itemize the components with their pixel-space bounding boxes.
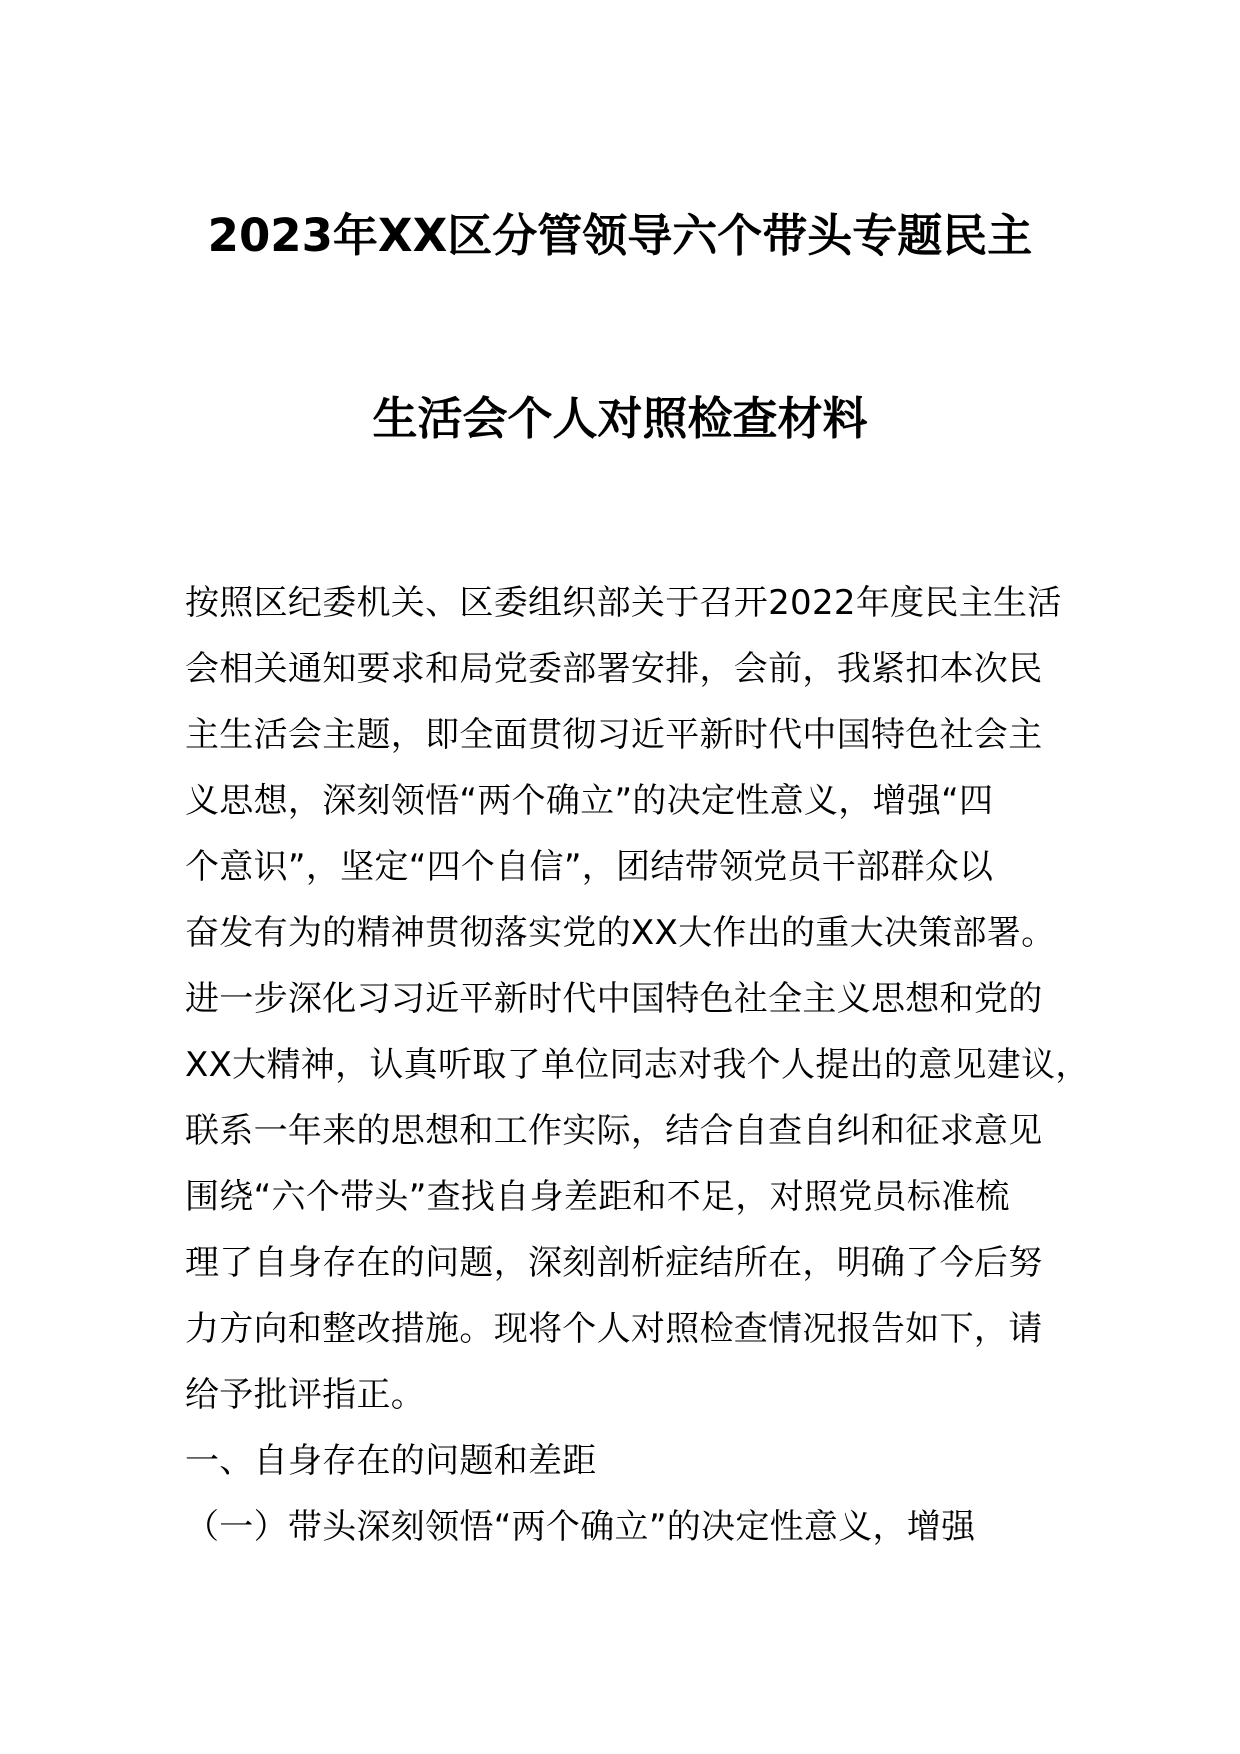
document-title-line-1: 2023年XX区分管领导六个带头专题民主 (207, 209, 1033, 262)
body-line: 理了自身存在的问题，深刻剖析症结所在，明确了今后努 (185, 1243, 1043, 1283)
body-line: 个意识”，坚定“四个自信”，团结带领党员干部群众以 (185, 847, 994, 887)
body-line: XX大精神，认真听取了单位同志对我个人提出的意见建议， (185, 1045, 1090, 1085)
body-line: 义思想，深刻领悟“两个确立”的决定性意义，增强“四 (185, 781, 994, 821)
body-line: 会相关通知要求和局党委部署安排，会前，我紧扣本次民 (185, 649, 1043, 689)
body-line: 主生活会主题，即全面贯彻习近平新时代中国特色社会主 (185, 715, 1043, 755)
subsection-heading: （一）带头深刻领悟“两个确立”的决定性意义，增强 (185, 1507, 976, 1547)
body-line: 力方向和整改措施。现将个人对照检查情况报告如下，请 (185, 1309, 1043, 1349)
body-line: 奋发有为的精神贯彻落实党的XX大作出的重大决策部署。 (185, 913, 1056, 953)
document-title-line-2: 生活会个人对照检查材料 (372, 392, 868, 445)
body-line: 围绕“六个带头”查找自身差距和不足，对照党员标准梳 (185, 1177, 1010, 1217)
body-line: 按照区纪委机关、区委组织部关于召开2022年度民主生活 (185, 583, 1062, 623)
body-line: 联系一年来的思想和工作实际，结合自查自纠和征求意见 (185, 1111, 1043, 1151)
section-heading: 一、自身存在的问题和差距 (185, 1441, 597, 1481)
body-line: 进一步深化习习近平新时代中国特色社全主义思想和党的 (185, 979, 1043, 1019)
document-body (185, 570, 1090, 1560)
body-line: 给予批评指正。 (185, 1375, 426, 1415)
